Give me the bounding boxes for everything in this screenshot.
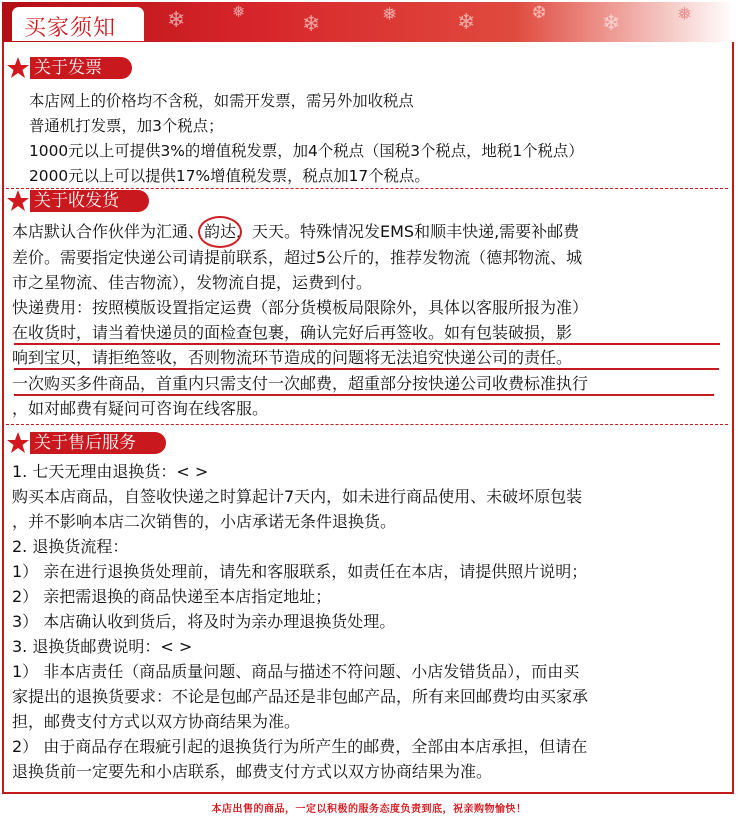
text-line: 3. 退换货邮费说明：< > (12, 637, 193, 656)
text-line: 退换货前一定要先和小店联系，邮费支付方式以双方协商结果为准。 (12, 762, 493, 781)
text-line: 2） 亲把需退换的商品快递至本店指定地址； (12, 587, 332, 606)
snowflake-icon: ❅ (677, 4, 693, 25)
section-title: 关于收发货 (30, 190, 149, 212)
text-line: 家提出的退换货要求：不论是包邮产品还是非包邮产品，所有来回邮费均由买家承 (12, 687, 589, 706)
snowflake-icon: ❄ (602, 11, 621, 36)
text-line: 2） 由于商品存在瑕疵引起的退换货行为所产生的邮费，全部由本店承担，但请在 (12, 737, 588, 756)
text-line: 本店网上的价格均不含税，如需开发票，需另外加收税点 (29, 92, 414, 110)
text-line: 快递费用：按照模版设置指定运费（部分货模板局限除外，具体以客服所报为准） (12, 298, 589, 317)
text-line: 普通机打发票，加3个税点； (29, 117, 224, 135)
highlight-circle (198, 216, 242, 248)
footer-slogan: 本店出售的商品，一定以积极的服务态度负责到底，祝亲购物愉快！ (211, 804, 527, 815)
text-line: 市之星物流、佳吉物流），发物流自提，运费到付。 (12, 273, 373, 292)
text-line: 3） 本店确认收到货后，将及时为亲办理退换货处理。 (12, 612, 396, 631)
text-line: 购买本店商品，自签收快递之时算起计7天内，如未进行商品使用、未破坏原包装 (12, 487, 583, 506)
snowflake-icon: ❄ (167, 8, 186, 33)
section-heading-aftersale (0, 432, 220, 456)
section-title: 关于发票 (30, 57, 132, 79)
text-line: 1） 亲在进行退换货处理前，请先和客服联系，如责任在本店，请提供照片说明； (12, 562, 588, 581)
red-underline (14, 343, 720, 345)
snowflake-icon: ❄ (302, 12, 321, 37)
snowflake-icon: ❄ (457, 10, 476, 35)
red-underline (14, 368, 719, 370)
page-title: 买家须知 (24, 16, 117, 41)
text-line: 在收货时，请当着快递员的面检查包裹，确认完好后再签收。如有包装破损，影 (12, 323, 573, 342)
divider (6, 424, 728, 425)
section-heading-delivery (0, 190, 200, 214)
text-line: ，如对邮费有疑问可咨询在线客服。 (12, 399, 269, 418)
red-underline (14, 394, 714, 396)
text-line: ，并不影响本店二次销售的，小店承诺无条件退换货。 (12, 512, 397, 531)
section-heading-invoice (0, 57, 200, 81)
section-title: 关于售后服务 (30, 432, 166, 454)
page-title-tab (12, 7, 144, 41)
text-line: 响到宝贝，请拒绝签收，否则物流环节造成的问题将无法追究快递公司的责任。 (12, 348, 573, 367)
snowflake-icon: ❆ (532, 3, 547, 23)
text-line: 2000元以上可以提供17%增值税发票，税点加17个税点。 (29, 167, 430, 185)
text-line: 1000元以上可提供3%的增值税发票，加4个税点（国税3个税点，地税1个税点） (29, 142, 584, 160)
text-line: 2. 退换货流程： (12, 537, 129, 556)
star-icon (6, 431, 30, 455)
text-line: 一次购买多件商品，首重内只需支付一次邮费，超重部分按快递公司收费标准执行 (12, 374, 589, 393)
text-line: 1. 七天无理由退换货：< > (12, 462, 209, 481)
text-line: 担，邮费支付方式以双方协商结果为准。 (12, 712, 301, 731)
text-line: 本店默认合作伙伴为汇通、韵达，天天。特殊情况发EMS和顺丰快递,需要补邮费 (12, 222, 580, 241)
snowflake-icon: ❅ (382, 4, 398, 25)
text-line: 1） 非本店责任（商品质量问题、商品与描述不符问题、小店发错货品），而由买 (12, 662, 580, 681)
snowflake-icon: ❅ (232, 2, 246, 21)
divider (6, 188, 728, 189)
star-icon (6, 189, 30, 213)
text-line: 差价。需要指定快递公司请提前联系，超过5公斤的，推荐发物流（德邦物流、城 (12, 248, 583, 267)
star-icon (6, 56, 30, 80)
